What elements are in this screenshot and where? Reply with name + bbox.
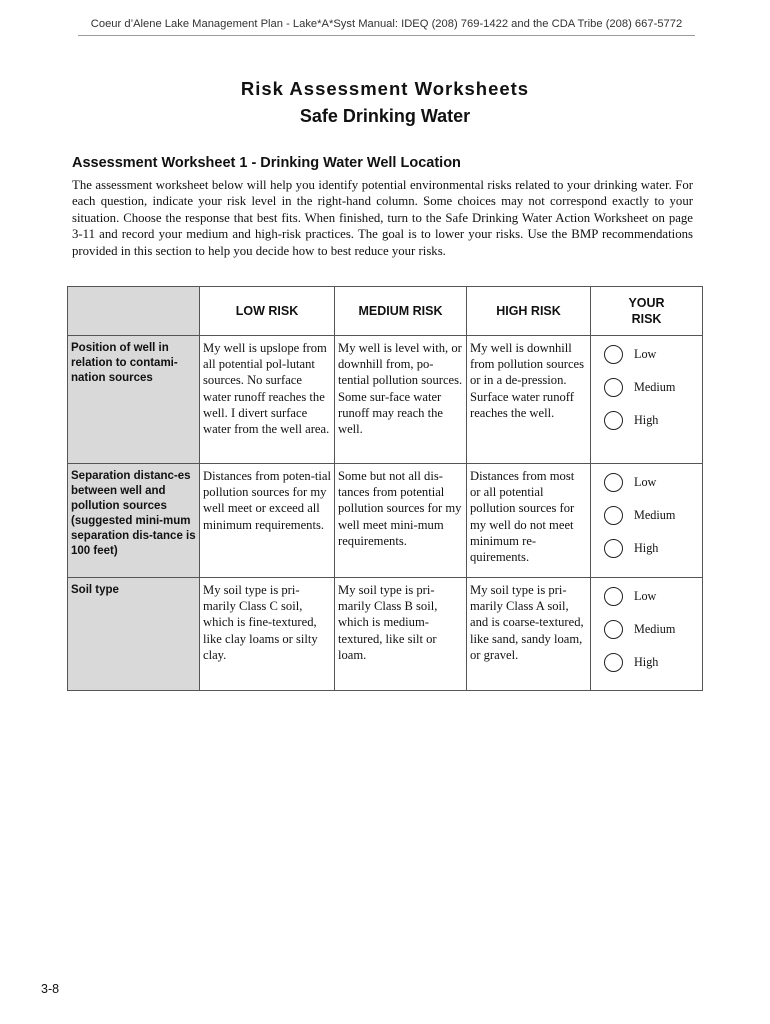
choice-label: High xyxy=(634,655,659,669)
page-number: 3-8 xyxy=(41,982,60,996)
radio-circle-icon[interactable] xyxy=(604,506,623,525)
row-label: Soil type xyxy=(68,578,200,691)
choice-low[interactable] xyxy=(591,580,702,613)
radio-circle-icon[interactable] xyxy=(604,653,623,672)
intro-paragraph: The assessment worksheet below will help you identify potential environmental risks related to your drinking water. For each question, indicate your risk level in the right-hand column. Some choices may not correspond exactly to your situation. Choose the response that best fits. When finished, turn to the Safe Drinking Water Action Worksheet on page 3-11 and record your medium and high-risk practices. The goal is to lower your risks. Use the BMP recommendations provided in this section to help you decide how to best reduce your risks. xyxy=(72,178,693,258)
radio-circle-icon[interactable] xyxy=(604,411,623,430)
your-risk-choices xyxy=(591,464,703,578)
row-label: Position of well in relation to contami-nation sources xyxy=(68,336,200,464)
header-low-risk: LOW RISK xyxy=(200,287,335,336)
high-risk-cell: Distances from most or all potential pollution sources for my well do not meet minimum re-quirements. xyxy=(467,464,591,578)
choice-label: Medium xyxy=(634,622,676,636)
header-your-risk xyxy=(591,287,703,336)
low-risk-cell: My well is upslope from all potential pol-lutant sources. No surface water runoff reaches the well. I divert surface water from the well area. xyxy=(200,336,335,464)
choice-medium[interactable] xyxy=(591,613,702,646)
radio-circle-icon[interactable] xyxy=(604,539,623,558)
choice-label: Low xyxy=(634,347,657,361)
header-corner-cell xyxy=(68,287,200,336)
high-risk-cell: My well is downhill from pollution sources or in a de-pression. Surface water runoff reaches the well. xyxy=(467,336,591,464)
radio-circle-icon[interactable] xyxy=(604,620,623,639)
choice-label: Medium xyxy=(634,380,676,394)
radio-circle-icon[interactable] xyxy=(604,378,623,397)
risk-assessment-table xyxy=(67,286,703,691)
running-header: Coeur d’Alene Lake Management Plan - Lake*A*Syst Manual: IDEQ (208) 769-1422 and the CDA Tribe (208) 667-5772 xyxy=(78,18,695,36)
header-high-risk: HIGH RISK xyxy=(467,287,591,336)
header-your-risk-line2: RISK xyxy=(631,312,662,326)
page-subtitle: Safe Drinking Water xyxy=(299,106,471,126)
high-risk-cell: My soil type is pri-marily Class A soil, and is coarse-textured, like sand, sandy loam, or gravel. xyxy=(467,578,591,691)
section-heading: Assessment Worksheet 1 - Drinking Water Well Location xyxy=(72,155,461,171)
radio-circle-icon[interactable] xyxy=(604,473,623,492)
medium-risk-cell: My soil type is pri-marily Class B soil, which is medium-textured, like silt or loam. xyxy=(335,578,467,691)
choice-label: Low xyxy=(634,475,657,489)
your-risk-choices xyxy=(591,578,703,691)
choice-low[interactable] xyxy=(591,466,702,499)
medium-risk-cell: Some but not all dis-tances from potential pollution sources for my well meet mini-mum requirements. xyxy=(335,464,467,578)
table-row-soil-type xyxy=(68,578,703,691)
choice-medium[interactable] xyxy=(591,371,702,404)
radio-circle-icon[interactable] xyxy=(604,345,623,364)
page-title: Risk Assessment Worksheets xyxy=(240,78,530,99)
choice-low[interactable] xyxy=(591,338,702,371)
choice-high[interactable] xyxy=(591,532,702,565)
table-row-separation-distances xyxy=(68,464,703,578)
choice-label: Medium xyxy=(634,508,676,522)
choice-high[interactable] xyxy=(591,646,702,679)
choice-medium[interactable] xyxy=(591,499,702,532)
choice-label: High xyxy=(634,413,659,427)
low-risk-cell: My soil type is pri-marily Class C soil, which is fine-textured, like clay loams or silty clay. xyxy=(200,578,335,691)
header-medium-risk: MEDIUM RISK xyxy=(335,287,467,336)
your-risk-choices xyxy=(591,336,703,464)
choice-label: Low xyxy=(634,589,657,603)
choice-label: High xyxy=(634,541,659,555)
choice-high[interactable] xyxy=(591,404,702,437)
radio-circle-icon[interactable] xyxy=(604,587,623,606)
low-risk-cell: Distances from poten-tial pollution sources for my well meet or exceed all minimum requirements. xyxy=(200,464,335,578)
table-header-row xyxy=(68,287,703,336)
header-your-risk-line1: YOUR xyxy=(628,296,665,310)
row-label: Separation distanc-es between well and pollution sources (suggested mini-mum separation dis-tance is 100 feet) xyxy=(68,464,200,578)
table-row-well-position xyxy=(68,336,703,464)
medium-risk-cell: My well is level with, or downhill from, po-tential pollution sources. Some sur-face water runoff may reach the well. xyxy=(335,336,467,464)
